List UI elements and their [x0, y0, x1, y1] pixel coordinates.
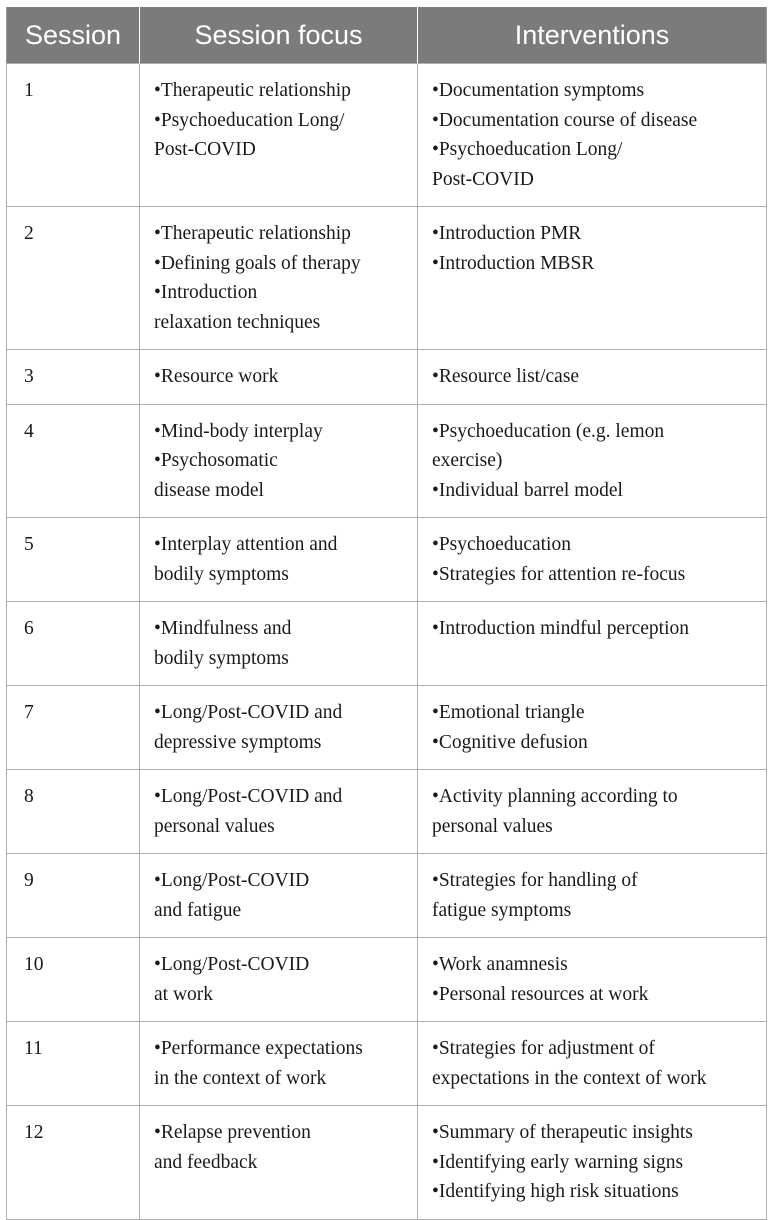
- intervention-line: Post-COVID: [432, 168, 534, 190]
- table-row: [7, 1022, 767, 1106]
- focus-line: •Mind-body interplay: [154, 420, 323, 442]
- table-row: [7, 686, 767, 770]
- session-focus-cell: [140, 854, 418, 938]
- focus-line: disease model: [154, 479, 264, 501]
- table-row: [7, 518, 767, 602]
- header-session: Session: [7, 7, 140, 64]
- intervention-line: •Psychoeducation Long/: [432, 139, 623, 160]
- table-row: [7, 770, 767, 854]
- focus-line: •Long/Post-COVID and: [154, 702, 343, 723]
- interventions-cell: [418, 854, 767, 938]
- table-row: [7, 602, 767, 686]
- session-number: 6: [7, 602, 140, 686]
- interventions-cell: [418, 770, 767, 854]
- focus-line: relaxation techniques: [154, 311, 321, 333]
- focus-line: in the context of work: [154, 1067, 327, 1089]
- interventions-cell: [418, 938, 767, 1022]
- intervention-line: personal values: [432, 815, 553, 837]
- focus-line: personal values: [154, 815, 275, 837]
- intervention-line: •Identifying early warning signs: [432, 1151, 684, 1173]
- intervention-line: •Introduction MBSR: [432, 252, 595, 274]
- intervention-line: •Cognitive defusion: [432, 731, 588, 753]
- focus-line: depressive symptoms: [154, 731, 322, 753]
- sessions-table: [6, 7, 767, 1220]
- session-focus-cell: [140, 350, 418, 405]
- intervention-line: •Personal resources at work: [432, 983, 649, 1005]
- interventions-cell: [418, 602, 767, 686]
- table-row: [7, 350, 767, 405]
- session-focus-cell: [140, 518, 418, 602]
- session-number: 10: [7, 938, 140, 1022]
- focus-line: bodily symptoms: [154, 647, 289, 669]
- intervention-line: •Psychoeducation (e.g. lemon: [432, 420, 665, 442]
- intervention-line: •Documentation symptoms: [432, 80, 645, 101]
- focus-line: •Long/Post-COVID and: [154, 786, 343, 807]
- focus-line: •Relapse prevention: [154, 1122, 311, 1143]
- session-focus-cell: [140, 938, 418, 1022]
- focus-line: at work: [154, 983, 214, 1005]
- intervention-line: •Strategies for attention re-focus: [432, 563, 686, 585]
- focus-line: and feedback: [154, 1151, 258, 1173]
- session-number: 4: [7, 404, 140, 518]
- intervention-line: expectations in the context of work: [432, 1067, 707, 1089]
- intervention-line: •Introduction mindful perception: [432, 618, 690, 639]
- focus-line: •Therapeutic relationship: [154, 80, 351, 101]
- session-number: 1: [7, 64, 140, 207]
- intervention-line: •Introduction PMR: [432, 223, 582, 244]
- intervention-line: •Psychoeducation: [432, 534, 571, 555]
- focus-line: bodily symptoms: [154, 563, 289, 585]
- intervention-line: •Strategies for adjustment of: [432, 1038, 655, 1059]
- session-number: 5: [7, 518, 140, 602]
- intervention-line: •Emotional triangle: [432, 702, 585, 723]
- header-row: [7, 7, 767, 64]
- focus-line: Post-COVID: [154, 139, 256, 160]
- interventions-cell: [418, 518, 767, 602]
- table-row: [7, 404, 767, 518]
- session-number: 9: [7, 854, 140, 938]
- session-focus-cell: [140, 770, 418, 854]
- intervention-line: •Documentation course of disease: [432, 109, 698, 131]
- focus-line: •Therapeutic relationship: [154, 223, 351, 244]
- session-focus-cell: [140, 64, 418, 207]
- focus-line: •Resource work: [154, 366, 279, 387]
- intervention-line: fatigue symptoms: [432, 899, 572, 921]
- interventions-cell: [418, 64, 767, 207]
- session-number: 2: [7, 207, 140, 350]
- session-number: 3: [7, 350, 140, 405]
- intervention-line: •Identifying high risk situations: [432, 1181, 679, 1202]
- intervention-line: •Resource list/case: [432, 366, 580, 387]
- focus-line: •Interplay attention and: [154, 534, 338, 555]
- session-focus-cell: [140, 1106, 418, 1220]
- table-row: [7, 64, 767, 207]
- focus-line: •Performance expectations: [154, 1038, 363, 1059]
- focus-line: •Psychoeducation Long/: [154, 109, 345, 131]
- interventions-cell: [418, 404, 767, 518]
- session-number: 11: [7, 1022, 140, 1106]
- interventions-cell: [418, 350, 767, 405]
- intervention-line: •Activity planning according to: [432, 786, 678, 807]
- focus-line: •Mindfulness and: [154, 618, 292, 639]
- intervention-line: •Strategies for handling of: [432, 870, 638, 891]
- focus-line: •Introduction: [154, 282, 258, 303]
- focus-line: •Psychosomatic: [154, 450, 278, 471]
- session-number: 12: [7, 1106, 140, 1220]
- interventions-cell: [418, 1022, 767, 1106]
- focus-line: •Long/Post-COVID: [154, 954, 310, 975]
- table-header: [7, 7, 767, 64]
- focus-line: •Long/Post-COVID: [154, 870, 310, 891]
- focus-line: and fatigue: [154, 899, 242, 921]
- header-interventions: Interventions: [418, 7, 767, 64]
- interventions-cell: [418, 1106, 767, 1220]
- intervention-line: •Work anamnesis: [432, 954, 568, 975]
- intervention-line: •Individual barrel model: [432, 479, 623, 501]
- table-row: [7, 1106, 767, 1220]
- interventions-cell: [418, 686, 767, 770]
- interventions-cell: [418, 207, 767, 350]
- intervention-line: exercise): [432, 450, 503, 471]
- session-number: 8: [7, 770, 140, 854]
- intervention-line: •Summary of therapeutic insights: [432, 1122, 693, 1143]
- table-row: [7, 938, 767, 1022]
- focus-line: •Defining goals of therapy: [154, 252, 361, 274]
- session-focus-cell: [140, 1022, 418, 1106]
- session-number: 7: [7, 686, 140, 770]
- table-row: [7, 854, 767, 938]
- session-focus-cell: [140, 602, 418, 686]
- session-focus-cell: [140, 404, 418, 518]
- table-body: [7, 64, 767, 1220]
- table-row: [7, 207, 767, 350]
- session-focus-cell: [140, 207, 418, 350]
- header-session-focus: Session focus: [140, 7, 418, 64]
- session-focus-cell: [140, 686, 418, 770]
